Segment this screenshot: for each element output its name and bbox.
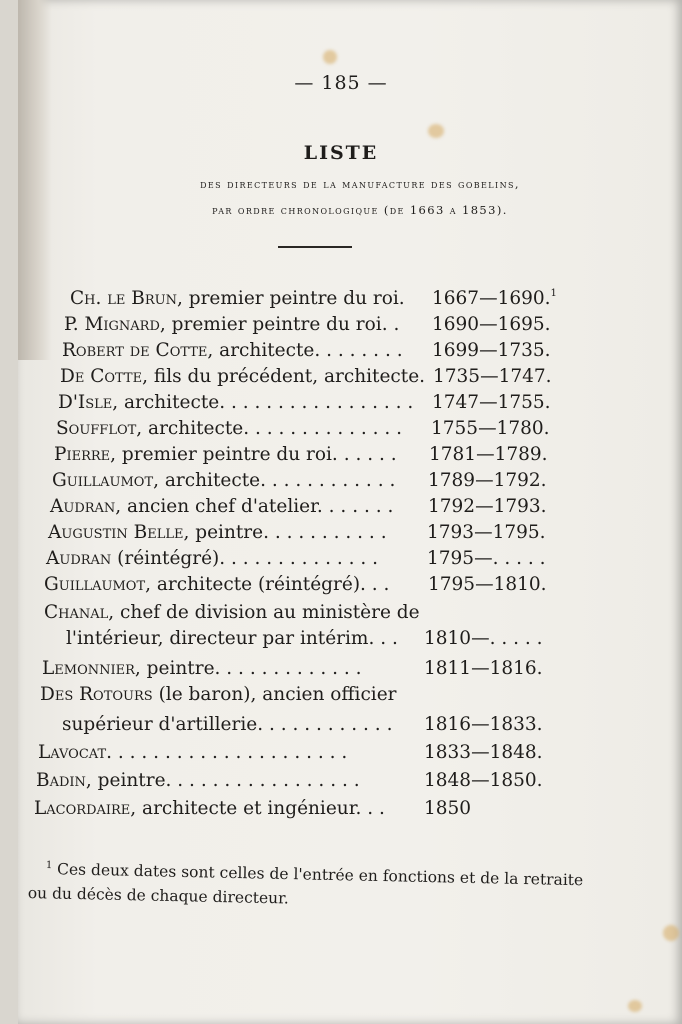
- director-dates: 1850: [424, 798, 472, 819]
- director-entry: [40, 684, 397, 705]
- footnote-text-1: Ces deux dates sont celles de l'entrée en fonctions et de la retraite: [56, 860, 584, 890]
- director-dates: 1795—1810.: [428, 574, 547, 595]
- director-role: , fils du précédent, architecte.: [142, 366, 426, 387]
- director-role: , ancien chef d'atelier. . . . . . .: [115, 496, 394, 517]
- director-entry: [66, 628, 398, 649]
- director-dates: 1690—1695.: [432, 314, 551, 335]
- director-dates: 1793—1795.: [427, 522, 546, 543]
- subtitle-line-1: des directeurs de la manufacture des gobelins,: [200, 177, 520, 191]
- director-role: , architecte et ingénieur. . .: [130, 798, 385, 819]
- director-name: De Cotte: [60, 366, 143, 387]
- director-entry: [60, 366, 425, 387]
- director-name: Audran: [50, 496, 116, 517]
- director-dates: 1816—1833.: [424, 714, 543, 735]
- director-role: , architecte. . . . . . . . . . . . . . . . .: [112, 392, 414, 413]
- footnote-text-2: ou du décès de chaque directeur.: [27, 884, 289, 908]
- director-dates: 1811—1816.: [424, 658, 543, 679]
- page-title: LISTE: [303, 142, 379, 164]
- director-entry: [44, 602, 420, 623]
- director-dates: 1735—1747.: [433, 366, 552, 387]
- director-role: l'intérieur, directeur par intérim. . .: [66, 628, 398, 649]
- director-role: (réintégré). . . . . . . . . . . . . .: [111, 548, 379, 569]
- director-entry: [64, 314, 399, 335]
- director-name: Ch. le Brun: [70, 288, 177, 309]
- director-name: Lacordaire: [34, 798, 131, 819]
- director-entry: [58, 392, 413, 413]
- director-name: Guillaumot: [52, 470, 154, 491]
- director-dates: 1781—1789.: [429, 444, 548, 465]
- director-entry: [44, 574, 389, 595]
- director-dates: 1848—1850.: [424, 770, 543, 791]
- director-role: , premier peintre du roi. . . . . .: [110, 444, 397, 465]
- director-role: , peintre. . . . . . . . . . . . .: [134, 658, 362, 679]
- director-entry: [52, 470, 395, 491]
- director-entry: [62, 714, 392, 735]
- director-dates: 1795—. . . . .: [427, 548, 546, 569]
- director-name: Lavocat: [38, 742, 107, 763]
- director-dates: 1747—1755.: [432, 392, 551, 413]
- director-name: D'Isle: [58, 392, 113, 413]
- director-role: supérieur d'artillerie. . . . . . . . . . . .: [62, 714, 393, 735]
- page-number: — 185 —: [294, 72, 388, 94]
- director-role: (le baron), ancien officier: [152, 684, 397, 705]
- director-name: Augustin Belle: [48, 522, 184, 543]
- director-entry: [34, 798, 385, 819]
- director-dates: 1699—1735.: [432, 340, 551, 361]
- director-role: , premier peintre du roi.: [176, 288, 405, 309]
- director-entry: [48, 522, 387, 543]
- director-entry: [50, 496, 393, 517]
- director-name: Soufflot: [56, 418, 137, 439]
- director-entry: [46, 548, 378, 569]
- director-name: Robert de Cotte: [62, 340, 208, 361]
- director-role: , peintre. . . . . . . . . . . . . . . . .: [85, 770, 360, 791]
- director-name: Pierre: [54, 444, 111, 465]
- director-dates: 1833—1848.: [424, 742, 543, 763]
- director-role: , peintre. . . . . . . . . . .: [183, 522, 387, 543]
- director-name: Audran: [46, 548, 112, 569]
- paper-stain: [628, 1000, 642, 1012]
- director-role: , premier peintre du roi. .: [159, 314, 400, 335]
- director-role: , chef de division au ministère de: [108, 602, 420, 623]
- director-entry: [36, 770, 360, 791]
- director-dates: 1667—1690.$^1$: [432, 288, 557, 309]
- subtitle-line-2: par ordre chronologique (de 1663 a 1853).: [212, 203, 508, 217]
- paper-stain: [663, 925, 679, 941]
- director-role: , architecte. . . . . . . .: [207, 340, 403, 361]
- director-dates: 1792—1793.: [428, 496, 547, 517]
- director-name: Lemonnier: [42, 658, 135, 679]
- director-dates: 1755—1780.: [431, 418, 550, 439]
- director-name: Badin: [36, 770, 86, 791]
- director-name: P. Mignard: [64, 314, 160, 335]
- director-name: Des Rotours: [40, 684, 153, 705]
- footnote-mark: 1: [45, 860, 53, 872]
- director-role: , architecte. . . . . . . . . . . . . .: [136, 418, 403, 439]
- director-entry: [62, 340, 403, 361]
- director-entry: [38, 742, 347, 763]
- footnote-reference: 1: [550, 288, 557, 299]
- director-name: Chanal: [44, 602, 109, 623]
- director-role: , architecte (réintégré). . .: [145, 574, 390, 595]
- director-entry: [70, 288, 405, 309]
- director-entry: [56, 418, 402, 439]
- director-role: . . . . . . . . . . . . . . . . . . . . .: [106, 742, 348, 763]
- director-role: , architecte. . . . . . . . . . . .: [153, 470, 396, 491]
- director-entry: [54, 444, 397, 465]
- director-name: Guillaumot: [44, 574, 146, 595]
- director-dates: 1810—. . . . .: [424, 628, 543, 649]
- director-entry: [42, 658, 362, 679]
- director-dates: 1789—1792.: [428, 470, 547, 491]
